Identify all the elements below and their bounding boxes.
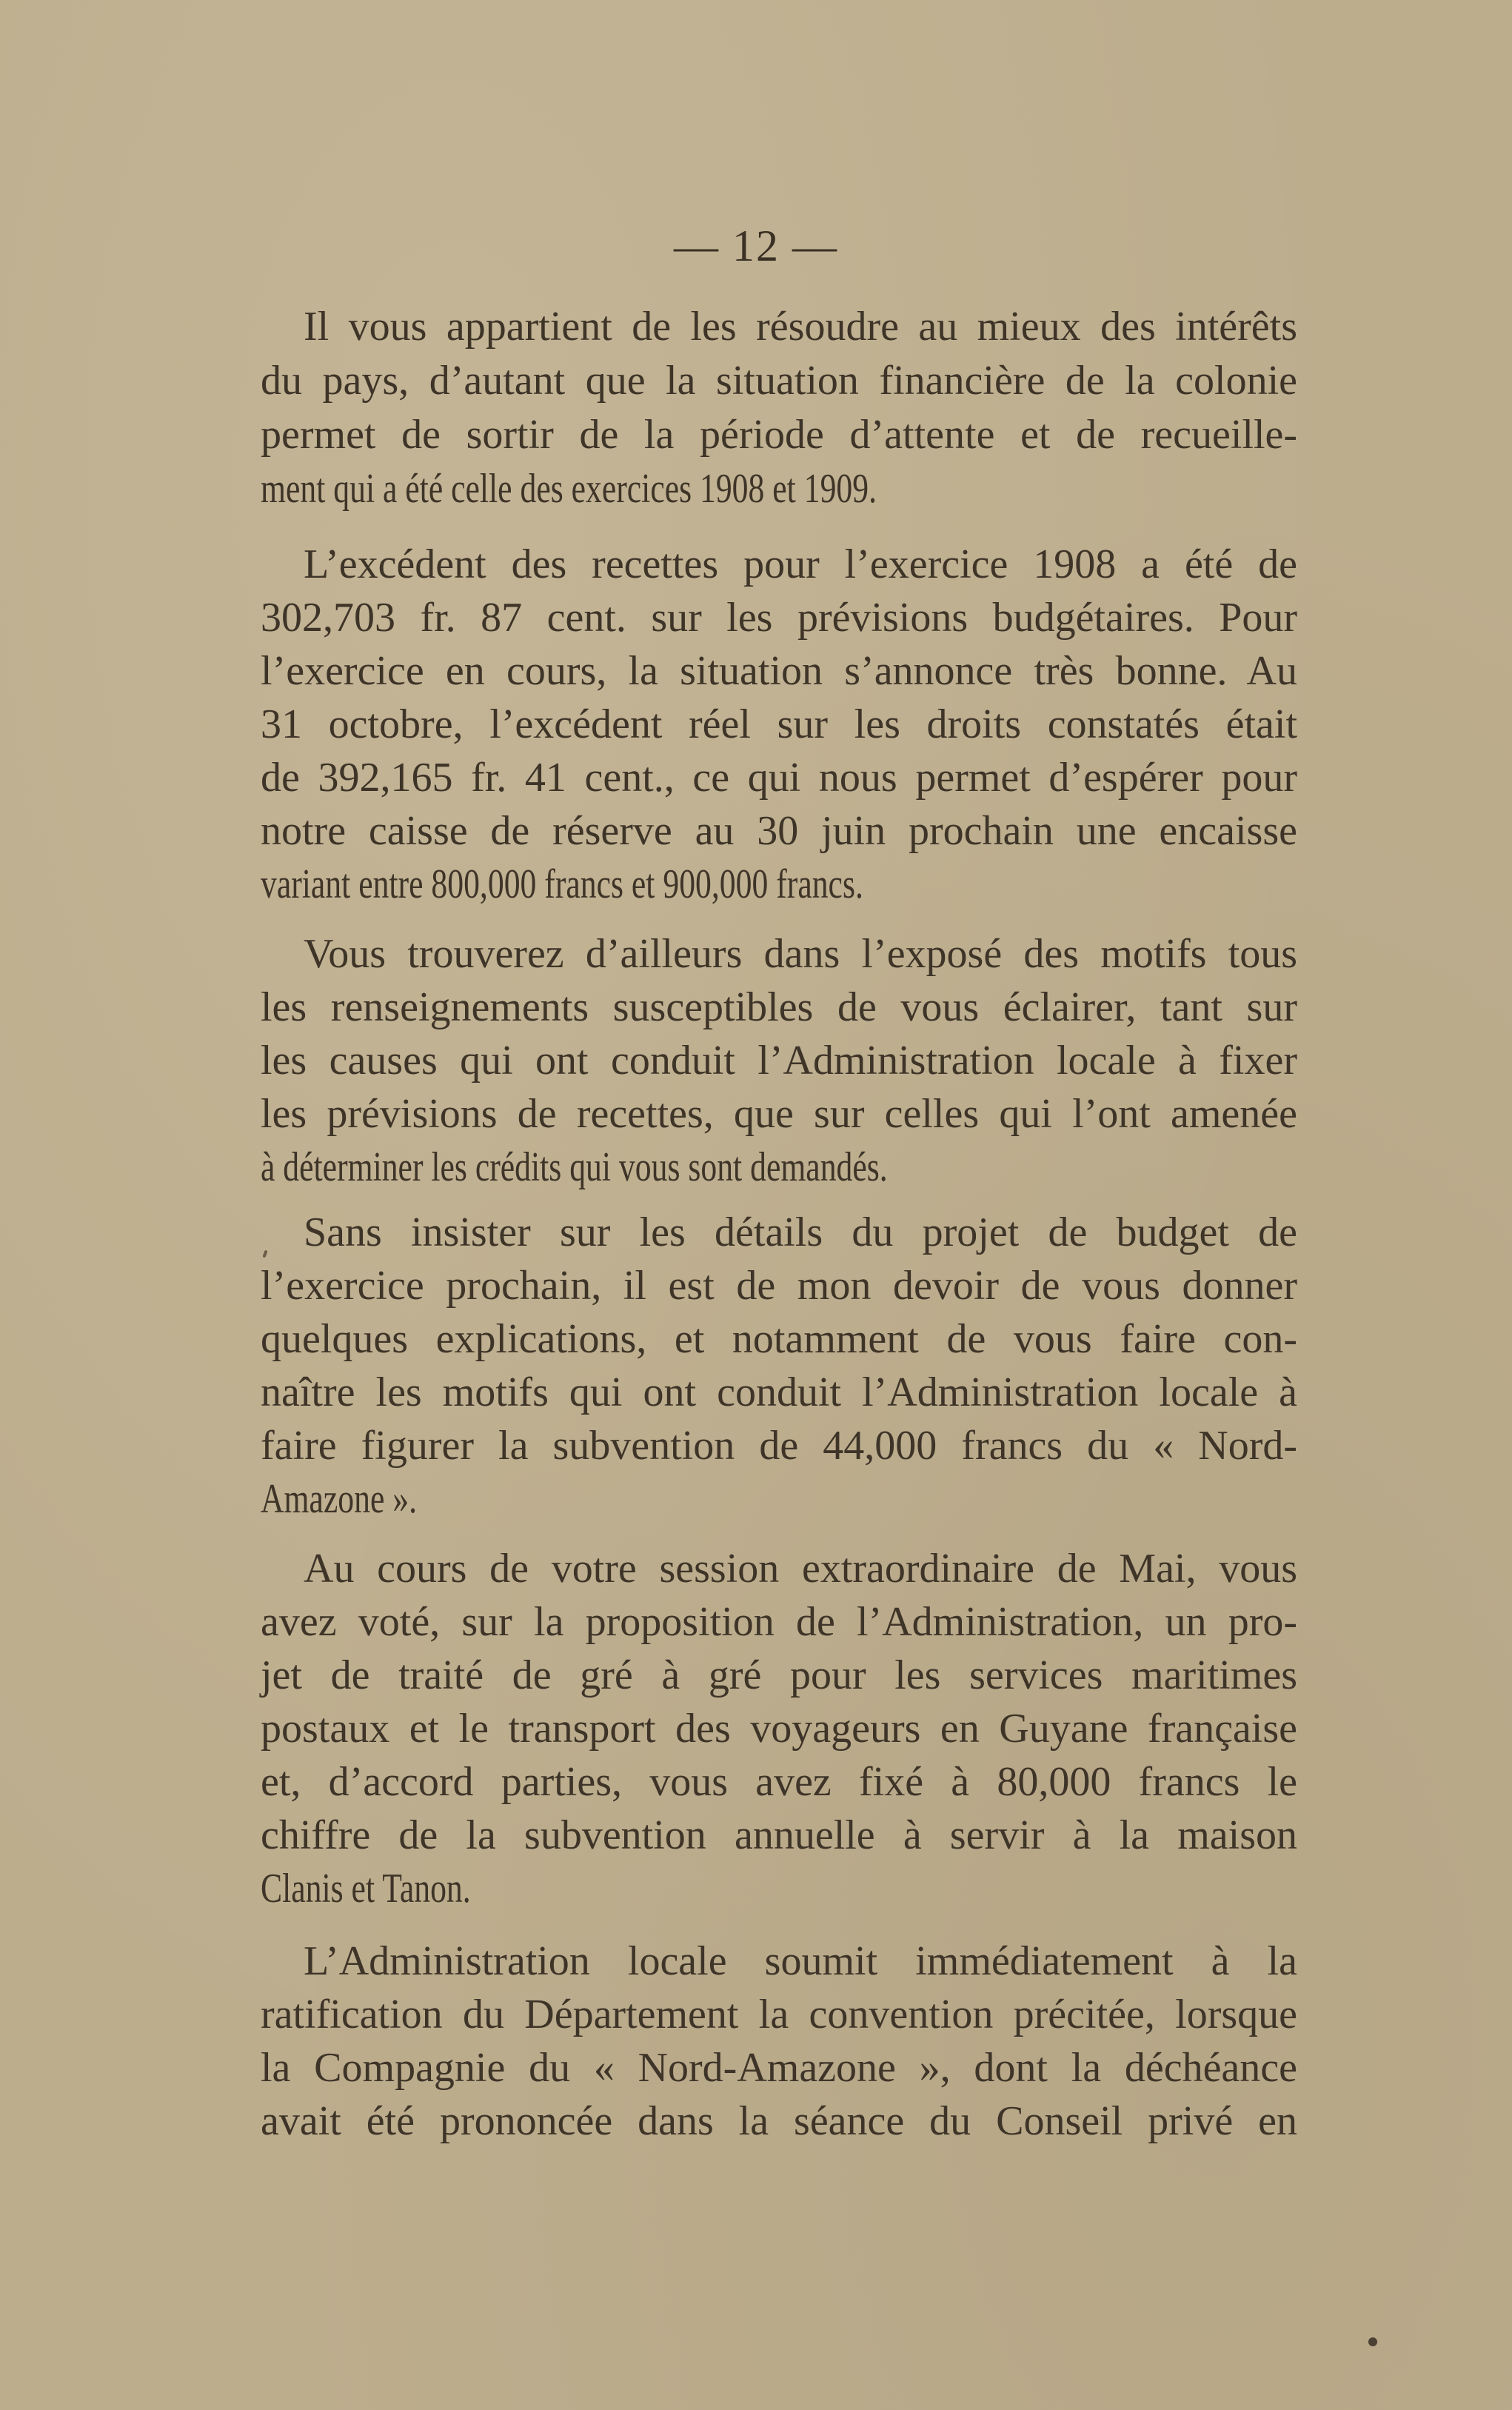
text-line: chiffre de la subvention annuelle à servir à la maison (261, 1812, 1297, 1858)
text-line: faire figurer la subvention de 44,000 francs du « Nord- (261, 1423, 1297, 1469)
text-line: à déterminer les crédits qui vous sont demandés. (261, 1144, 888, 1190)
text-line: permet de sortir de la période d’attente et de recueille- (261, 412, 1297, 458)
text-line: Vous trouverez d’ailleurs dans l’exposé des motifs tous (304, 931, 1297, 977)
text-line: jet de traité de gré à gré pour les services maritimes (261, 1652, 1297, 1698)
text-line: la Compagnie du « Nord-Amazone », dont la déchéance (261, 2045, 1297, 2091)
text-line: L’excédent des recettes pour l’exercice 1908 a été de (304, 541, 1297, 587)
text-line: naître les motifs qui ont conduit l’Administration locale à (261, 1369, 1297, 1415)
text-line: de 392,165 fr. 41 cent., ce qui nous permet d’espérer pour (261, 755, 1297, 801)
text-line: Amazone ». (261, 1476, 418, 1522)
text-line: l’exercice prochain, il est de mon devoir de vous donner (261, 1263, 1297, 1309)
text-line: 302,703 fr. 87 cent. sur les prévisions budgétaires. Pour (261, 595, 1297, 641)
text-line: L’Administration locale soumit immédiatement à la (304, 1938, 1297, 1984)
text-line: et, d’accord parties, vous avez fixé à 80,000 francs le (261, 1759, 1297, 1805)
text-line: avez voté, sur la proposition de l’Administration, un pro- (261, 1599, 1297, 1645)
text-line: les prévisions de recettes, que sur celles qui l’ont amenée (261, 1091, 1297, 1137)
text-line: Sans insister sur les détails du projet de budget de (304, 1209, 1297, 1255)
text-line: Au cours de votre session extraordinaire de Mai, vous (304, 1546, 1297, 1592)
text-line: du pays, d’autant que la situation financière de la colonie (261, 358, 1297, 404)
text-line: variant entre 800,000 francs et 900,000 francs. (261, 861, 863, 907)
text-line: l’exercice en cours, la situation s’annonce très bonne. Au (261, 648, 1297, 694)
text-line: Clanis et Tanon. (261, 1866, 471, 1912)
text-line: notre caisse de réserve au 30 juin prochain une encaisse (261, 808, 1297, 854)
text-line: quelques explications, et notamment de vous faire con- (261, 1316, 1297, 1362)
text-line: Il vous appartient de les résoudre au mieux des intérêts (304, 304, 1297, 350)
text-line: avait été prononcée dans la séance du Conseil privé en (261, 2098, 1297, 2144)
text-line: les causes qui ont conduit l’Administration locale à fixer (261, 1038, 1297, 1084)
page-number: — 12 — (674, 221, 838, 270)
text-line: 31 octobre, l’excédent réel sur les droits constatés était (261, 701, 1297, 747)
ink-speck (1368, 2337, 1377, 2346)
text-line: postaux et le transport des voyageurs en Guyane française (261, 1706, 1297, 1752)
text-line: ment qui a été celle des exercices 1908 et 1909. (261, 466, 877, 512)
scan-mark (262, 1250, 267, 1258)
text-line: les renseignements susceptibles de vous éclairer, tant sur (261, 984, 1297, 1030)
text-line: ratification du Département la convention précitée, lorsque (261, 1992, 1297, 2037)
